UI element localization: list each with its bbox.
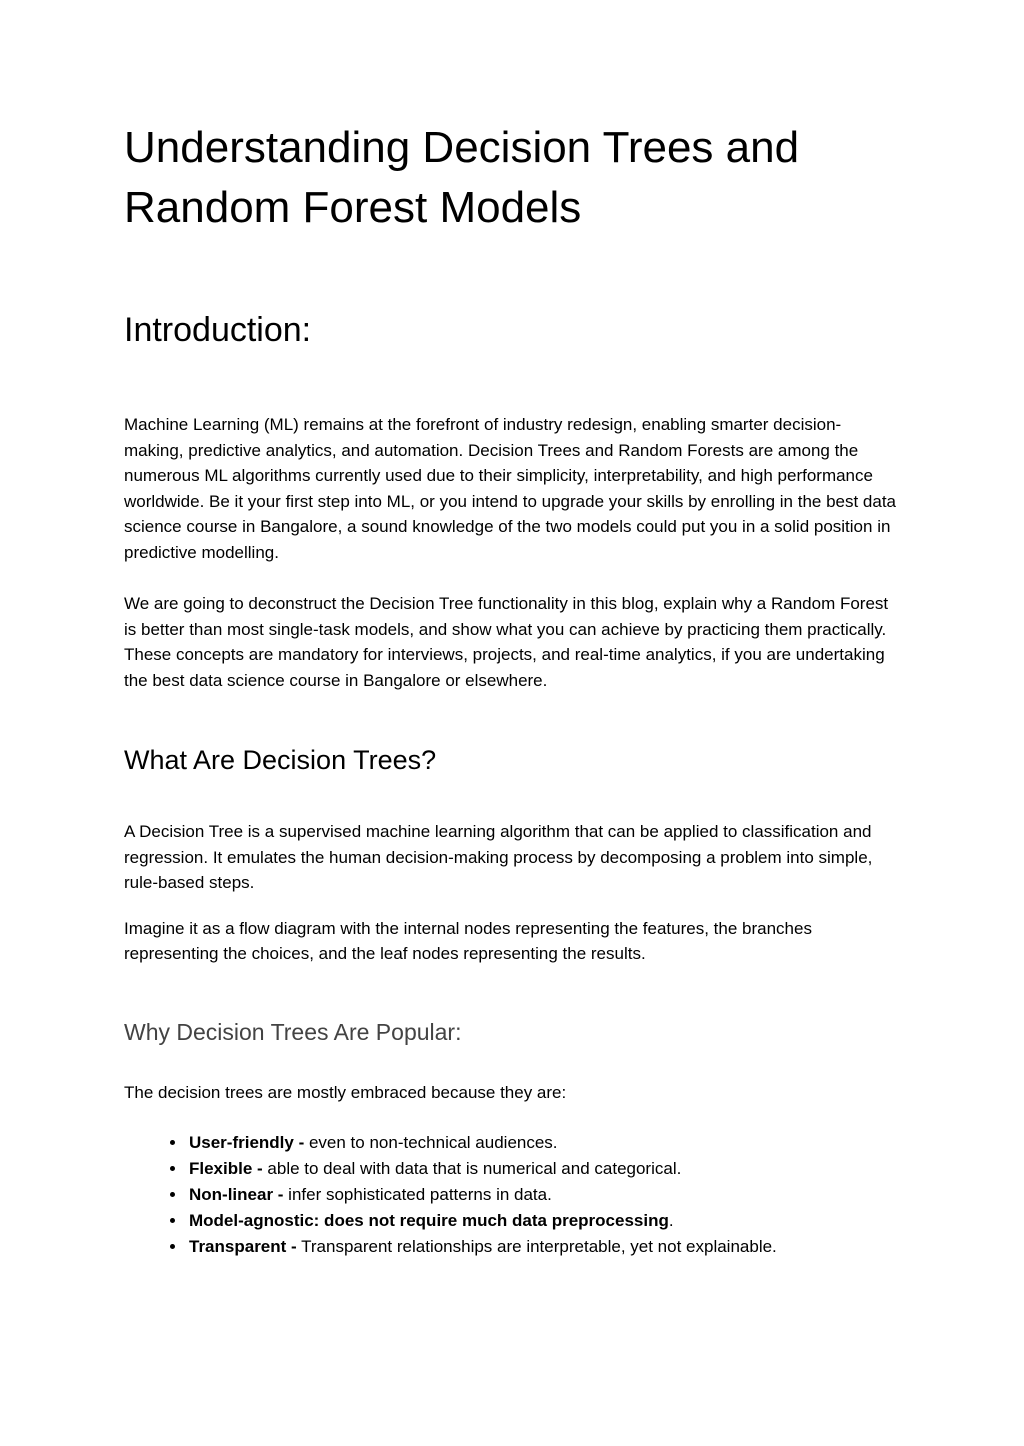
list-item-bold: Non-linear - <box>189 1185 284 1204</box>
list-item-text: infer sophisticated patterns in data. <box>283 1185 552 1204</box>
heading-introduction: Introduction: <box>124 311 312 349</box>
list-item-text: able to deal with data that is numerical and categorical. <box>262 1159 682 1178</box>
list-item-transparent <box>187 1234 900 1260</box>
list-item-non-linear <box>187 1182 900 1208</box>
why-popular-lead: The decision trees are mostly embraced because they are: <box>124 1082 567 1102</box>
intro-paragraph-1: Machine Learning (ML) remains at the forefront of industry redesign, enabling smarter decision-making, predictive analytics, and automation. Decision Trees and Random Forests are among the numerous ML algorithms currently used due to their simplicity, interpretability, and high performance worldwide. Be it your first step into ML, or you intend to upgrade your skills by enrolling in the best data science course in Bangalore, a sound knowledge of the two models could put you in a solid position in predictive modelling. <box>124 415 897 562</box>
list-item-text: . <box>668 1211 674 1230</box>
what-paragraph-1: A Decision Tree is a supervised machine learning algorithm that can be applied to classification and regression. It emulates the human decision-making process by decomposing a problem into simple, rule-based steps. <box>124 822 873 892</box>
heading-what-are-decision-trees: What Are Decision Trees? <box>124 745 437 775</box>
list-item-bold: User-friendly - <box>189 1133 305 1152</box>
list-item-flexible <box>187 1156 900 1182</box>
list-item-bold: Model-agnostic: does not require much data preprocessing <box>189 1211 669 1230</box>
list-item-text: Transparent relationships are interpretable, yet not explainable. <box>296 1237 777 1256</box>
intro-paragraph-2: We are going to deconstruct the Decision Tree functionality in this blog, explain why a Random Forest is better than most single-task models, and show what you can achieve by practicing them practically. These concepts are mandatory for interviews, projects, and real-time analytics, if you are undertaking the best data science course in Bangalore or elsewhere. <box>124 594 889 690</box>
list-item-model-agnostic <box>187 1208 900 1234</box>
list-item-bold: Transparent - <box>189 1237 297 1256</box>
benefits-list <box>124 1130 900 1260</box>
list-item-text: even to non-technical audiences. <box>304 1133 558 1152</box>
heading-why-decision-trees-are-popular: Why Decision Trees Are Popular: <box>124 1018 462 1045</box>
list-item-bold: Flexible - <box>189 1159 263 1178</box>
list-item-user-friendly <box>187 1130 900 1156</box>
what-paragraph-2: Imagine it as a flow diagram with the internal nodes representing the features, the branches representing the choices, and the leaf nodes representing the results. <box>124 918 812 963</box>
document-title: Understanding Decision Trees and Random Forest Models <box>124 123 800 232</box>
